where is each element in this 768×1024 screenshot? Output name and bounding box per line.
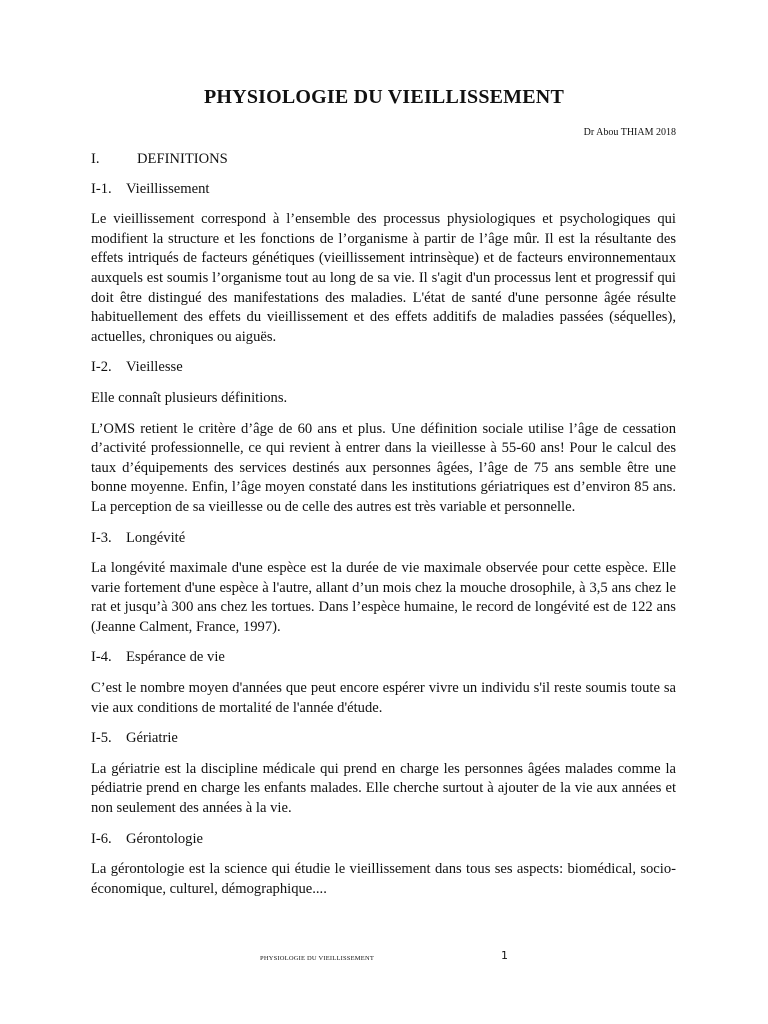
subsection-number: I-4. (91, 649, 112, 666)
subsection-label: Gériatrie (126, 730, 178, 747)
subsection-number: I-1. (91, 180, 112, 197)
paragraph: Elle connaît plusieurs définitions. (91, 389, 288, 406)
subsection-heading-vieillissement (91, 180, 676, 200)
subsection-label: Longévité (126, 529, 186, 546)
page-title: PHYSIOLOGIE DU VIEILLISSEMENT (204, 86, 564, 108)
subsection-label: Vieillissement (126, 180, 210, 197)
subsection-heading-longevite (91, 529, 676, 549)
author-line: Dr Abou THIAM 2018 (583, 127, 676, 138)
subsection-heading-geriatrie (91, 729, 676, 749)
subsection-number: I-5. (91, 730, 112, 747)
section-number: I. (91, 151, 100, 167)
section-heading-definitions (91, 150, 676, 170)
subsection-heading-vieillesse (91, 358, 676, 378)
subsection-heading-esperance-de-vie (91, 648, 676, 668)
subsection-label: Espérance de vie (126, 649, 225, 666)
section-label: DEFINITIONS (137, 151, 228, 167)
paragraph: La gérontologie est la science qui étudie le vieillissement dans tous ses aspects: biomédical, socio-économique, culturel, démographique.... (91, 861, 676, 897)
paragraph: La longévité maximale d'une espèce est la durée de vie maximale observée pour cette espèce. Elle varie fortement d'une espèce à l'autre, allant d’un mois chez la mouche drosophile, à 3,5 ans chez le rat et jusqu’à 300 ans chez les tortues. Dans l’espèce humaine, le record de longévité est de 122 ans (Jeanne Calment, France, 1997). (91, 560, 676, 635)
paragraph: Le vieillissement correspond à l’ensemble des processus physiologiques et psychologiques qui modifient la structure et les fonctions de l’organisme à partir de l’âge mûr. Il est la résultante des effets intriqués de facteurs génétiques (vieillissement intrinsèque) et de facteurs environnementaux auxquels est soumis l’organisme tout au long de sa vie. Il s'agit d'un processus lent et progressif qui doit être distingué des manifestations des maladies. L'état de santé d'une personne âgée résulte habituellement des effets du vieillissement et des effets additifs de maladies passées (séquelles), actuelles, chroniques ou aiguës. (91, 211, 676, 345)
paragraph: L’OMS retient le critère d’âge de 60 ans et plus. Une définition sociale utilise l’âge de cessation d’activité professionnelle, ce qui revient à entrer dans la vieillesse à 55-60 ans! Pour le calcul des taux d’équipements des services destinés aux personnes âgées, l’âge de 75 ans semble être une bonne moyenne. Enfin, l’âge moyen constaté dans les institutions gériatriques est d’environ 85 ans. La perception de sa vieillesse ou de celle des autres est très variable et personnelle. (91, 420, 676, 515)
subsection-number: I-6. (91, 830, 112, 847)
paragraph: C’est le nombre moyen d'années que peut encore espérer vivre un individu s'il reste soumis toute sa vie aux conditions de mortalité de l'année d'étude. (91, 680, 676, 716)
subsection-label: Gérontologie (126, 830, 204, 847)
paragraph: La gériatrie est la discipline médicale qui prend en charge les personnes âgées malades comme la pédiatrie prend en charge les enfants malades. Elle cherche surtout à ajouter de la vie aux années et non seulement des années à la vie. (91, 760, 676, 817)
subsection-label: Vieillesse (126, 359, 183, 376)
page-number: 1 (501, 949, 508, 962)
subsection-number: I-3. (91, 529, 112, 546)
footer-title: PHYSIOLOGIE DU VIEILLISSEMENT (260, 955, 375, 962)
document-body (91, 150, 676, 910)
subsection-heading-gerontologie (91, 830, 676, 850)
subsection-number: I-2. (91, 359, 112, 376)
